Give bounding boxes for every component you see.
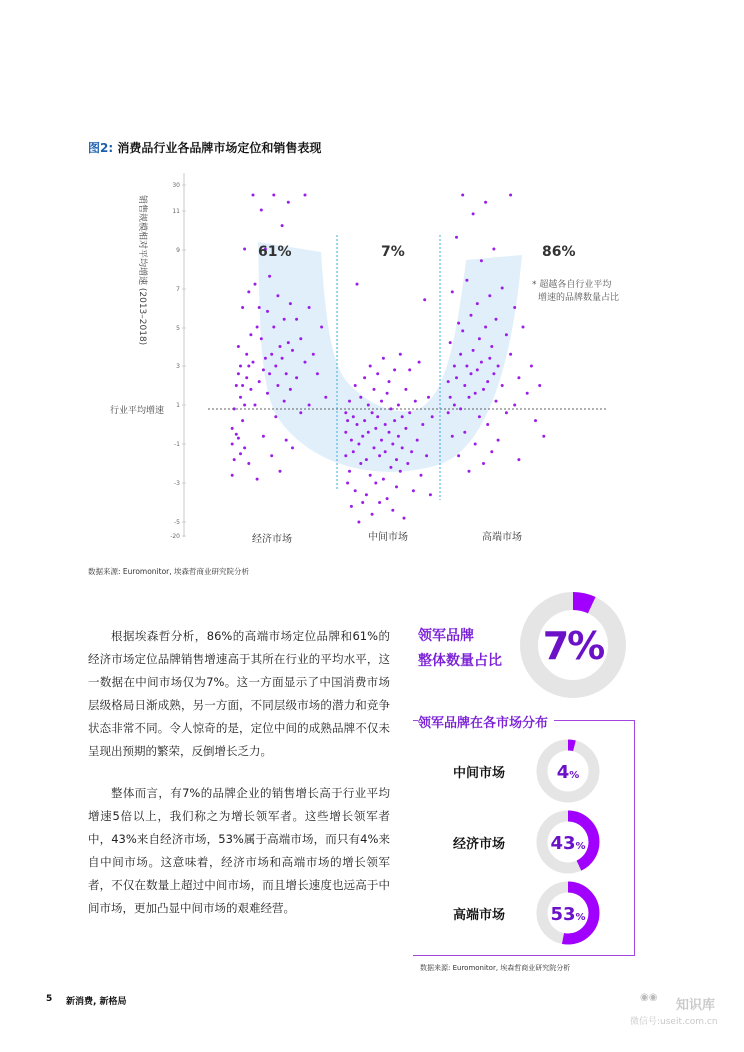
data-point bbox=[463, 431, 466, 434]
data-point bbox=[488, 294, 491, 297]
data-point bbox=[517, 376, 520, 379]
data-point bbox=[285, 372, 288, 375]
donut-middle bbox=[535, 738, 601, 804]
y-tick-label: -1 bbox=[174, 441, 180, 448]
paragraph-2: 整体而言，有7%的品牌企业的销售增长高于行业平均增速5倍以上，我们称之为增长领军者。这些增长领军者中，43%来自经济市场，53%属于高端市场，而只有4%来自中间市场。这意味着，经济市场和高端市场的增长领军者，不仅在数量上超过中间市场，而且增长速度也远高于中间市场，更加凸显中间市场的艰难经营。 bbox=[88, 786, 390, 915]
data-point bbox=[365, 458, 368, 461]
data-point bbox=[291, 446, 294, 449]
data-point bbox=[350, 505, 353, 508]
data-point bbox=[388, 431, 391, 434]
data-point bbox=[356, 423, 359, 426]
wechat-icon: ◉◉ bbox=[640, 992, 658, 1003]
data-point bbox=[497, 365, 500, 368]
data-point bbox=[476, 302, 479, 305]
reference-line-label: 行业平均增速 bbox=[110, 406, 165, 416]
y-tick-label: 11 bbox=[172, 208, 180, 215]
data-point bbox=[472, 212, 475, 215]
data-point bbox=[274, 415, 277, 418]
data-point bbox=[249, 388, 252, 391]
data-point bbox=[384, 450, 387, 453]
category-label-middle: 中间市场 bbox=[368, 532, 408, 543]
data-point bbox=[484, 201, 487, 204]
data-point bbox=[382, 357, 385, 360]
data-point bbox=[412, 489, 415, 492]
y-tick-label: -20 bbox=[170, 533, 180, 540]
data-point bbox=[357, 521, 360, 524]
data-point bbox=[241, 419, 244, 422]
data-point bbox=[395, 485, 398, 488]
data-point bbox=[231, 427, 234, 430]
data-point bbox=[423, 298, 426, 301]
data-point bbox=[522, 326, 525, 329]
data-point bbox=[382, 478, 385, 481]
donut-value: 53% bbox=[550, 904, 586, 925]
data-point bbox=[455, 376, 458, 379]
data-point bbox=[476, 368, 479, 371]
data-point bbox=[247, 365, 250, 368]
data-point bbox=[486, 423, 489, 426]
data-point bbox=[513, 306, 516, 309]
data-point bbox=[376, 372, 379, 375]
data-point bbox=[397, 404, 400, 407]
data-point bbox=[344, 411, 347, 414]
data-point bbox=[425, 454, 428, 457]
data-point bbox=[279, 345, 282, 348]
data-point bbox=[501, 384, 504, 387]
data-point bbox=[299, 411, 302, 414]
data-point bbox=[363, 419, 366, 422]
data-point bbox=[231, 474, 234, 477]
data-point bbox=[262, 368, 265, 371]
data-point bbox=[403, 517, 406, 520]
row-label-economy: 经济市场 bbox=[453, 837, 506, 852]
data-point bbox=[359, 396, 362, 399]
distribution-title: 领军品牌在各市场分布 bbox=[418, 712, 554, 731]
y-tick-label: -5 bbox=[174, 519, 180, 526]
data-point bbox=[308, 306, 311, 309]
data-point bbox=[408, 411, 411, 414]
data-point bbox=[399, 470, 402, 473]
data-point bbox=[266, 310, 269, 313]
body-text bbox=[88, 625, 390, 939]
leader-title-line2: 整体数量占比 bbox=[418, 653, 502, 669]
data-point bbox=[258, 306, 261, 309]
data-point bbox=[404, 388, 407, 391]
data-point bbox=[451, 435, 454, 438]
data-point bbox=[291, 349, 294, 352]
data-point bbox=[254, 283, 257, 286]
data-point bbox=[367, 431, 370, 434]
data-point bbox=[421, 423, 424, 426]
data-point bbox=[268, 372, 271, 375]
data-point bbox=[542, 435, 545, 438]
data-point bbox=[350, 439, 353, 442]
data-point bbox=[243, 248, 246, 251]
data-point bbox=[247, 290, 250, 293]
data-point bbox=[447, 380, 450, 383]
data-point bbox=[239, 365, 242, 368]
data-point bbox=[287, 341, 290, 344]
data-point bbox=[378, 454, 381, 457]
y-tick-label: 7 bbox=[176, 286, 180, 293]
data-point bbox=[304, 361, 307, 364]
data-point bbox=[233, 407, 236, 410]
data-point bbox=[357, 443, 360, 446]
data-point bbox=[447, 411, 450, 414]
data-point bbox=[480, 259, 483, 262]
data-point bbox=[492, 248, 495, 251]
data-point bbox=[245, 353, 248, 356]
data-point bbox=[410, 450, 413, 453]
data-point bbox=[247, 462, 250, 465]
data-point bbox=[231, 443, 234, 446]
data-point bbox=[276, 294, 279, 297]
data-point bbox=[418, 361, 421, 364]
leader-share-title bbox=[418, 624, 502, 674]
overall-donut bbox=[518, 590, 628, 700]
data-point bbox=[369, 365, 372, 368]
data-point bbox=[380, 400, 383, 403]
row-label-middle: 中间市场 bbox=[453, 766, 506, 781]
figure-number: 图2: bbox=[88, 141, 114, 155]
data-point bbox=[453, 404, 456, 407]
data-point bbox=[459, 353, 462, 356]
data-point bbox=[373, 446, 376, 449]
data-point bbox=[497, 439, 500, 442]
data-point bbox=[470, 372, 473, 375]
data-point bbox=[237, 345, 240, 348]
data-point bbox=[451, 290, 454, 293]
data-point bbox=[276, 384, 279, 387]
pct-economy: 61% bbox=[258, 244, 292, 260]
data-point bbox=[348, 400, 351, 403]
data-point bbox=[408, 368, 411, 371]
data-point bbox=[393, 419, 396, 422]
data-point bbox=[289, 302, 292, 305]
data-point bbox=[371, 513, 374, 516]
overall-value: 7% bbox=[542, 624, 604, 668]
distribution-box bbox=[413, 720, 635, 956]
data-point bbox=[245, 376, 248, 379]
data-point bbox=[474, 443, 477, 446]
y-tick-label: 9 bbox=[176, 247, 180, 254]
data-point bbox=[389, 407, 392, 410]
data-point bbox=[505, 333, 508, 336]
data-point bbox=[420, 474, 423, 477]
y-tick-label: 3 bbox=[176, 363, 180, 370]
data-point bbox=[401, 446, 404, 449]
donut-value: 43% bbox=[550, 833, 586, 854]
data-point bbox=[431, 415, 434, 418]
data-point bbox=[449, 396, 452, 399]
data-point bbox=[266, 392, 269, 395]
data-point bbox=[256, 326, 259, 329]
page-name: 新消费, 新格局 bbox=[66, 997, 127, 1007]
data-point bbox=[260, 209, 263, 212]
data-point bbox=[283, 318, 286, 321]
scatter-chart bbox=[100, 165, 620, 565]
data-point bbox=[346, 482, 349, 485]
data-point bbox=[274, 365, 277, 368]
data-point bbox=[369, 474, 372, 477]
data-point bbox=[453, 365, 456, 368]
data-point bbox=[272, 326, 275, 329]
data-point bbox=[289, 388, 292, 391]
donut-economy bbox=[535, 809, 601, 875]
paragraph-1: 根据埃森哲分析，86%的高端市场定位品牌和61%的经济市场定位品牌销售增速高于其所在行业的平均水平，这一数据在中间市场仅为7%。这一方面显示了中国消费市场层级格局日渐成熟，另一方面，不同层级市场的潜力和竞争状态非常不同。令人惊奇的是，定位中间的成熟品牌不仅未呈现出预期的繁荣，反倒增长乏力。 bbox=[88, 629, 390, 758]
data-point bbox=[361, 435, 364, 438]
data-point bbox=[427, 396, 430, 399]
data-point bbox=[463, 384, 466, 387]
data-point bbox=[374, 427, 377, 430]
data-point bbox=[474, 392, 477, 395]
data-point bbox=[260, 337, 263, 340]
y-axis-title: 销售规模相对平均增速 (2013–2018) bbox=[137, 195, 147, 346]
data-point bbox=[252, 194, 255, 197]
data-point bbox=[416, 439, 419, 442]
data-point bbox=[281, 357, 284, 360]
data-point bbox=[243, 404, 246, 407]
figure-source: 数据来源: Euromonitor, 埃森哲商业研究院分析 bbox=[88, 567, 250, 576]
leaders-source: 数据来源: Euromonitor, 埃森哲商业研究院分析 bbox=[420, 964, 571, 972]
data-point bbox=[449, 341, 452, 344]
y-tick-label: -3 bbox=[174, 480, 180, 487]
watermark-url: 微信号:useit.com.cn bbox=[630, 1017, 718, 1027]
note-line2: 增速的品牌数量占比 bbox=[538, 293, 620, 303]
data-point bbox=[404, 427, 407, 430]
u-band bbox=[258, 242, 522, 472]
data-point bbox=[344, 431, 347, 434]
data-point bbox=[530, 365, 533, 368]
donut-premium bbox=[535, 880, 601, 946]
data-point bbox=[461, 194, 464, 197]
data-point bbox=[256, 478, 259, 481]
data-point bbox=[478, 337, 481, 340]
data-point bbox=[470, 314, 473, 317]
data-point bbox=[391, 443, 394, 446]
data-point bbox=[367, 404, 370, 407]
data-point bbox=[281, 224, 284, 227]
data-point bbox=[239, 396, 242, 399]
data-point bbox=[393, 368, 396, 371]
y-tick-label: 30 bbox=[172, 182, 180, 189]
figure-title bbox=[88, 139, 321, 156]
data-point bbox=[312, 353, 315, 356]
data-point bbox=[272, 194, 275, 197]
data-point bbox=[461, 329, 464, 332]
category-label-premium: 高端市场 bbox=[482, 532, 522, 543]
data-point bbox=[391, 509, 394, 512]
data-point bbox=[299, 337, 302, 340]
data-point bbox=[406, 462, 409, 465]
data-point bbox=[388, 380, 391, 383]
data-point bbox=[295, 376, 298, 379]
data-point bbox=[526, 392, 529, 395]
data-point bbox=[513, 404, 516, 407]
data-point bbox=[241, 384, 244, 387]
data-point bbox=[344, 454, 347, 457]
data-point bbox=[243, 446, 246, 449]
data-point bbox=[237, 372, 240, 375]
data-point bbox=[237, 437, 240, 440]
data-point bbox=[356, 283, 359, 286]
data-point bbox=[279, 470, 282, 473]
data-point bbox=[249, 333, 252, 336]
data-point bbox=[268, 275, 271, 278]
data-point bbox=[484, 326, 487, 329]
data-point bbox=[472, 349, 475, 352]
data-point bbox=[501, 287, 504, 290]
data-point bbox=[352, 415, 355, 418]
data-point bbox=[354, 384, 357, 387]
row-label-premium: 高端市场 bbox=[453, 908, 506, 923]
data-point bbox=[509, 353, 512, 356]
data-point bbox=[386, 497, 389, 500]
data-point bbox=[241, 306, 244, 309]
data-point bbox=[376, 415, 379, 418]
data-point bbox=[378, 501, 381, 504]
data-point bbox=[468, 396, 471, 399]
data-point bbox=[482, 462, 485, 465]
y-tick-label: 1 bbox=[176, 402, 180, 409]
data-point bbox=[365, 493, 368, 496]
data-point bbox=[455, 236, 458, 239]
data-point bbox=[465, 279, 468, 282]
data-point bbox=[373, 388, 376, 391]
data-point bbox=[324, 396, 327, 399]
data-point bbox=[478, 415, 481, 418]
pct-premium: 86% bbox=[542, 244, 576, 260]
y-tick-label: 5 bbox=[176, 325, 180, 332]
data-point bbox=[414, 400, 417, 403]
data-point bbox=[384, 423, 387, 426]
data-point bbox=[399, 353, 402, 356]
data-point bbox=[233, 458, 236, 461]
data-point bbox=[287, 201, 290, 204]
data-point bbox=[490, 345, 493, 348]
data-point bbox=[495, 318, 498, 321]
data-point bbox=[361, 501, 364, 504]
data-point bbox=[509, 194, 512, 197]
data-point bbox=[486, 380, 489, 383]
data-point bbox=[482, 388, 485, 391]
data-point bbox=[304, 194, 307, 197]
note-line1: * 超越各自行业平均 bbox=[532, 280, 612, 290]
data-point bbox=[380, 439, 383, 442]
data-point bbox=[389, 466, 392, 469]
data-point bbox=[320, 326, 323, 329]
data-point bbox=[235, 384, 238, 387]
data-point bbox=[517, 458, 520, 461]
data-point bbox=[239, 452, 242, 455]
data-point bbox=[480, 361, 483, 364]
data-point bbox=[505, 411, 508, 414]
leader-title-line1: 领军品牌 bbox=[418, 628, 474, 644]
data-point bbox=[264, 357, 267, 360]
data-point bbox=[295, 318, 298, 321]
data-point bbox=[459, 407, 462, 410]
data-point bbox=[359, 462, 362, 465]
page-number: 5 bbox=[46, 994, 53, 1004]
pct-middle: 7% bbox=[381, 244, 405, 260]
data-point bbox=[492, 372, 495, 375]
data-point bbox=[397, 435, 400, 438]
data-point bbox=[395, 458, 398, 461]
data-point bbox=[429, 493, 432, 496]
data-point bbox=[352, 450, 355, 453]
figure-title-text: 消费品行业各品牌市场定位和销售表现 bbox=[117, 141, 322, 155]
data-point bbox=[354, 489, 357, 492]
data-point bbox=[465, 365, 468, 368]
data-point bbox=[258, 380, 261, 383]
data-point bbox=[363, 376, 366, 379]
data-point bbox=[252, 361, 255, 364]
data-point bbox=[534, 419, 537, 422]
category-label-economy: 经济市场 bbox=[252, 534, 292, 545]
data-point bbox=[457, 454, 460, 457]
data-point bbox=[270, 454, 273, 457]
data-point bbox=[488, 357, 491, 360]
watermark-name: 知识库 bbox=[676, 998, 716, 1013]
data-point bbox=[386, 392, 389, 395]
data-point bbox=[371, 411, 374, 414]
data-point bbox=[457, 322, 460, 325]
data-point bbox=[283, 400, 286, 403]
data-point bbox=[308, 404, 311, 407]
data-point bbox=[348, 470, 351, 473]
data-point bbox=[262, 435, 265, 438]
data-point bbox=[285, 439, 288, 442]
data-point bbox=[254, 404, 257, 407]
data-point bbox=[495, 400, 498, 403]
data-point bbox=[538, 384, 541, 387]
data-point bbox=[235, 433, 238, 436]
data-point bbox=[316, 372, 319, 375]
data-point bbox=[374, 482, 377, 485]
data-point bbox=[346, 419, 349, 422]
data-point bbox=[270, 353, 273, 356]
data-point bbox=[468, 470, 471, 473]
donut-value: 4% bbox=[556, 762, 580, 783]
data-point bbox=[401, 415, 404, 418]
data-point bbox=[490, 450, 493, 453]
